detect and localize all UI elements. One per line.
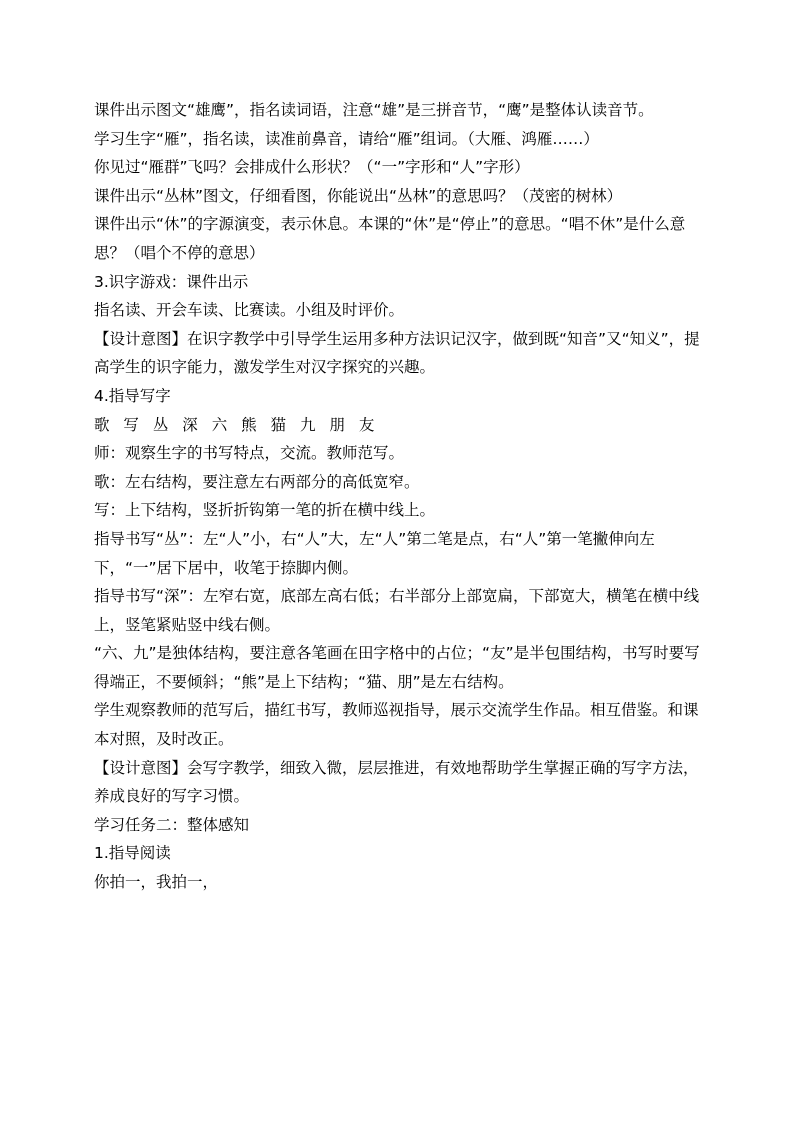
paragraph-structures: “六、九”是独体结构，要注意各笔画在田字格中的占位；“友”是半包围结构，书写时要写得端正，不要倾斜；“熊”是上下结构；“猫、朋”是左右结构。 [94,644,700,691]
paragraph-ge: 歌：左右结构，要注意左右两部分的高低宽窄。 [94,472,420,491]
paragraph-teacher-demo: 师：观察生字的书写特点，交流。教师范写。 [94,444,405,463]
character-list: 歌 写 丛 深 六 熊 猫 九 朋 友 [94,415,379,434]
heading-writing-guidance: 4.指导写字 [94,386,171,405]
paragraph-design-intent-2: 【设计意图】会写字教学，细致入微，层层推进，有效地帮助学生掌握正确的写字方法，养成良好的写字习惯。 [94,758,699,806]
paragraph-xiongying: 课件出示图文“雄鹰”，指名读词语，注意“雄”是三拼音节，“鹰”是整体认读音节。 [94,101,654,119]
paragraph-xie: 写：上下结构，竖折折钩第一笔的折在横中线上。 [94,501,436,520]
paragraph-conglin: 课件出示“丛林”图文，仔细看图，你能说出“丛林”的意思吗？（茂密的树林） [94,186,623,205]
heading-literacy-game: 3.识字游戏：课件出示 [94,272,249,291]
paragraph-shen: 指导书写“深”：左窄右宽，底部左高右低；右半部分上部宽扁，下部宽大，横笔在横中线上，竖笔紧贴竖中线右侧。 [94,587,700,634]
heading-task-two: 学习任务二：整体感知 [94,815,250,834]
paragraph-xiu: 课件出示“休”的字源演变，表示休息。本课的“休”是“停止”的意思。“唱不休”是什么意思？（唱个不停的意思） [94,215,686,262]
paragraph-rhyme-start: 你拍一，我拍一， [94,873,219,892]
paragraph-cong: 指导书写“丛”：左“人”小，右“人”大，左“人”第二笔是点，右“人”第一笔撇伸向左下，“一”居下居中，收笔于捺脚内侧。 [94,529,655,577]
document-body [94,96,706,897]
paragraph-design-intent-1: 【设计意图】在识字教学中引导学生运用多种方法识记汉字，做到既“知音”又“知义”，提高学生的识字能力，激发学生对汉字探究的兴趣。 [94,329,700,377]
heading-reading-guidance: 1.指导阅读 [94,844,171,863]
paragraph-student-practice: 学生观察教师的范写后，描红书写，教师巡视指导，展示交流学生作品。相互借鉴。和课本对照，及时改正。 [94,701,699,749]
paragraph-yan: 学习生字“雁”，指名读，读准前鼻音，请给“雁”组词。（大雁、鸿雁……） [94,129,599,148]
paragraph-yanqun: 你见过“雁群”飞吗？会排成什么形状？（“一”字形和“人”字形） [94,158,530,177]
paragraph-reading-methods: 指名读、开会车读、比赛读。小组及时评价。 [94,301,405,320]
